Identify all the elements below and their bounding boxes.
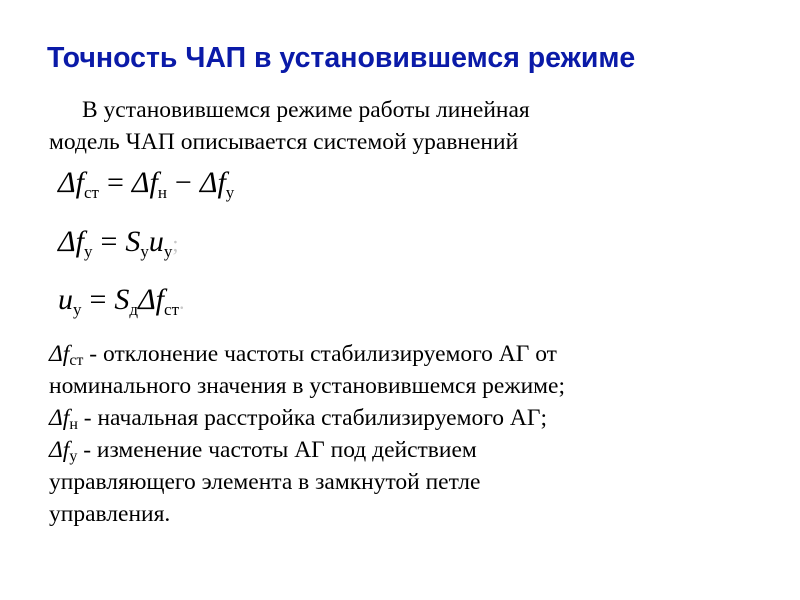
eq3-lhs-sub: у (73, 300, 82, 319)
intro-line-2: модель ЧАП описывается системой уравнений (49, 129, 519, 155)
eq2-lhs (58, 225, 93, 261)
eq1-lhs-symbol: Δf (58, 166, 84, 199)
definitions (49, 338, 769, 530)
eq3-equals: = (89, 283, 107, 316)
slide-title: Точность ЧАП в установившемся режиме (47, 42, 636, 74)
def2-sub: н (69, 416, 78, 433)
intro-paragraph (49, 94, 689, 158)
eq3-term2-sub: ст (164, 300, 180, 319)
eq1-term2-symbol: Δf (199, 166, 226, 199)
eq2-lhs-symbol: Δf (58, 225, 84, 258)
def2-text: - начальная расстройка стабилизируемого АГ; (77, 405, 547, 431)
eq1-term2 (199, 166, 235, 202)
def3-sub: у (69, 448, 78, 465)
eq1-term1-symbol: Δf (131, 166, 158, 199)
eq1-minus: − (174, 166, 192, 199)
def1-sub: ст (69, 352, 84, 369)
eq3-lhs (58, 283, 82, 319)
eq2-term2-symbol: u (148, 225, 164, 258)
equation-2 (58, 225, 179, 259)
eq3-lhs-symbol: u (58, 283, 73, 316)
def3-text: - изменение частоты АГ под действием (77, 437, 477, 463)
eq2-term1 (125, 225, 149, 261)
eq2-term2 (148, 225, 173, 261)
eq1-equals: = (106, 166, 124, 199)
eq2-trail-punctuation: ; (172, 231, 179, 256)
definition-1-continuation: номинального значения в установившемся режиме; (49, 373, 565, 399)
eq2-term1-symbol: S (125, 225, 141, 258)
def3-symbol: Δf (49, 437, 70, 463)
eq1-lhs-sub: ст (83, 183, 99, 202)
equation-3 (58, 283, 185, 317)
eq3-term1-symbol: S (114, 283, 130, 316)
eq2-term1-sub: у (140, 242, 149, 261)
definition-2 (49, 402, 769, 434)
eq3-term1-sub: д (129, 300, 139, 319)
eq1-term1-sub: н (157, 183, 167, 202)
eq2-equals: = (100, 225, 118, 258)
equation-1 (58, 166, 234, 200)
eq1-lhs (58, 166, 99, 202)
eq3-term2-symbol: Δf (138, 283, 165, 316)
eq3-term2 (138, 283, 180, 319)
eq2-lhs-sub: у (83, 242, 93, 261)
definition-3 (49, 434, 769, 466)
definition-1 (49, 338, 769, 370)
eq1-term1 (131, 166, 167, 202)
def1-symbol: Δf (49, 341, 70, 367)
def2-symbol: Δf (49, 405, 70, 431)
eq2-term2-sub: у (163, 242, 173, 261)
def1-text: - отклонение частоты стабилизируемого АГ от (83, 341, 557, 367)
intro-line-1 (49, 94, 689, 126)
eq3-term1 (114, 283, 139, 319)
eq1-term2-sub: у (225, 183, 235, 202)
eq3-trail-punctuation: . (179, 289, 185, 314)
definition-3-continuation: управляющего элемента в замкнутой петле (49, 469, 481, 495)
intro-line-1-text: В установившемся режиме работы линейная (82, 97, 530, 123)
definition-3-continuation-2: управления. (49, 501, 171, 527)
